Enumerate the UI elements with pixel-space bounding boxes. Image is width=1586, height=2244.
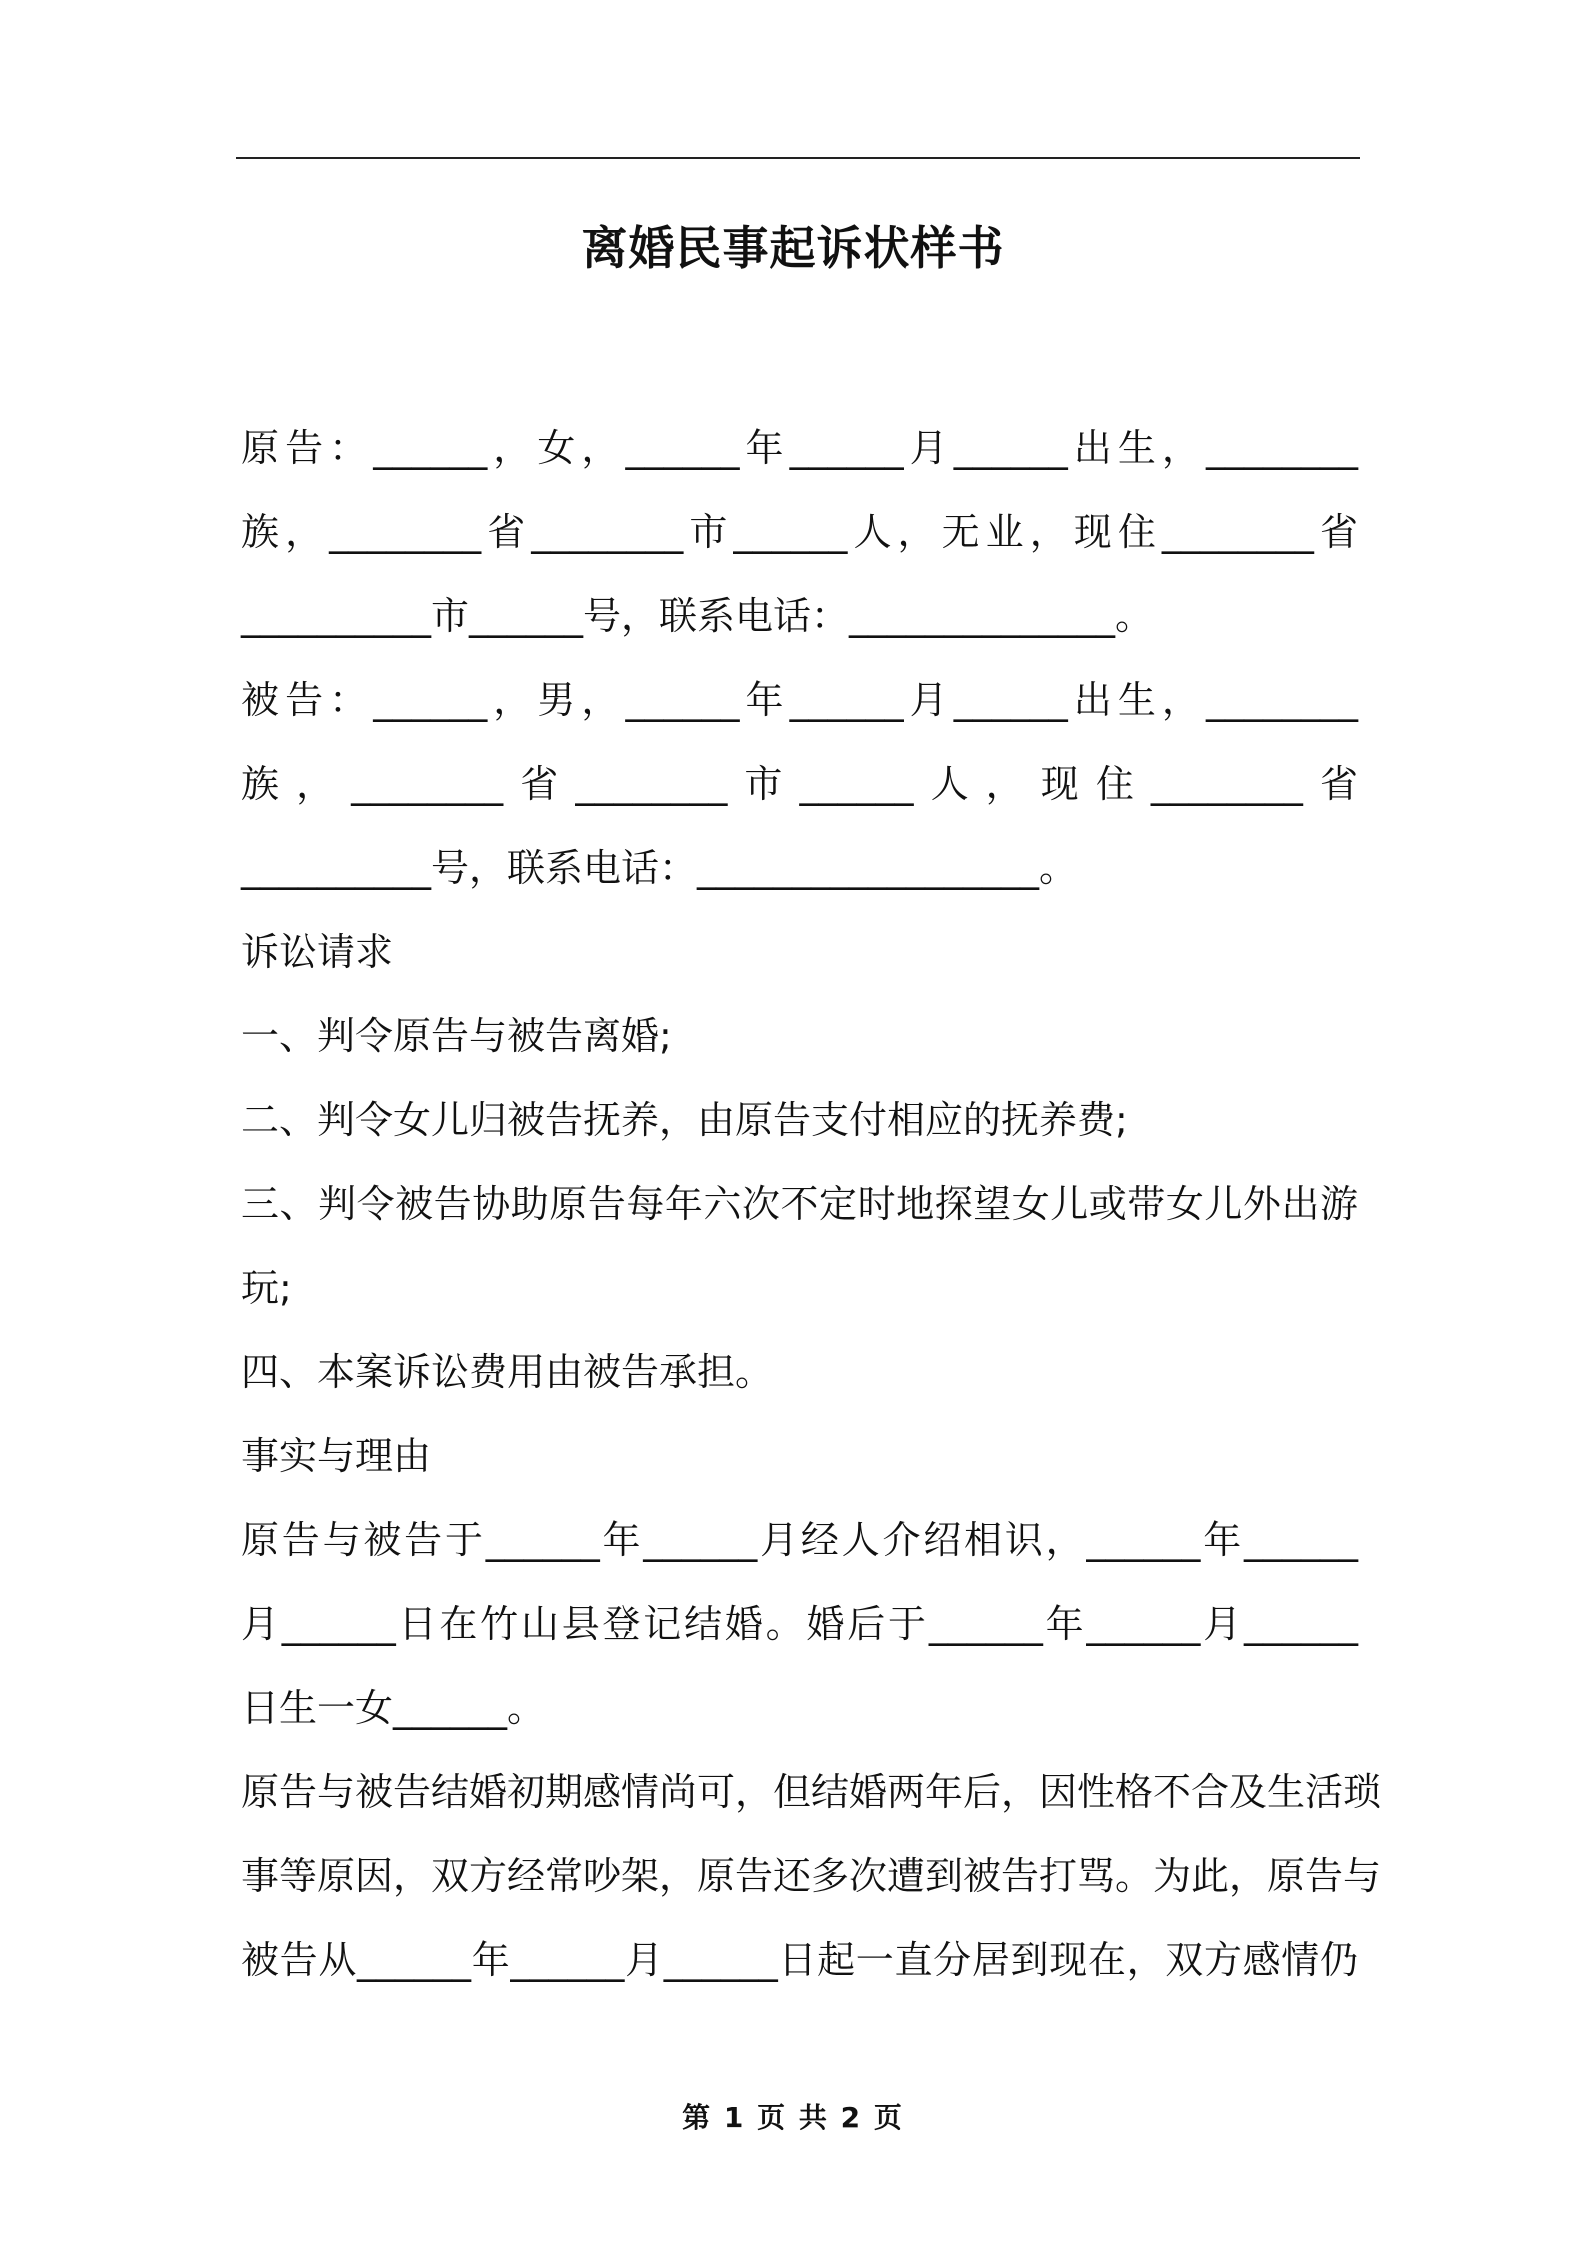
claim-item-3-cont: 玩; <box>241 1266 292 1310</box>
claim-item-2: 二、判令女儿归被告抚养，由原告支付相应的抚养费; <box>241 1098 1128 1142</box>
plaintiff-line-1: 原告：______，女，______年______月______出生，________ <box>241 426 1358 470</box>
header-rule <box>236 157 1360 159</box>
defendant-line-2: 族，________省________市______人，现住________省 <box>241 762 1358 806</box>
section-heading-claims: 诉讼请求 <box>241 930 394 974</box>
section-heading-facts: 事实与理由 <box>241 1434 432 1478</box>
document-body <box>241 406 1382 2002</box>
claim-item-4: 四、本案诉讼费用由被告承担。 <box>241 1350 774 1394</box>
facts-line-2: 月______日在竹山县登记结婚。婚后于______年______月______ <box>241 1602 1358 1646</box>
facts-line-4: 原告与被告结婚初期感情尚可，但结婚两年后，因性格不合及生活琐 <box>241 1770 1382 1814</box>
defendant-line-3: __________号，联系电话：__________________。 <box>241 846 1078 890</box>
facts-line-5: 事等原因，双方经常吵架，原告还多次遭到被告打骂。为此，原告与 <box>241 1854 1382 1898</box>
document-title: 离婚民事起诉状样书 <box>581 221 1005 275</box>
defendant-line-1: 被告：______，男，______年______月______出生，________ <box>241 678 1358 722</box>
page-footer: 第 1 页 共 2 页 <box>682 2101 904 2134</box>
facts-line-1: 原告与被告于______年______月经人介绍相识，______年______ <box>241 1518 1358 1562</box>
plaintiff-line-3: __________市______号，联系电话：______________。 <box>241 594 1154 638</box>
facts-line-6: 被告从______年______月______日起一直分居到现在，双方感情仍 <box>241 1938 1358 1982</box>
facts-line-3: 日生一女______。 <box>241 1686 546 1730</box>
claim-item-3: 三、判令被告协助原告每年六次不定时地探望女儿或带女儿外出游 <box>241 1182 1358 1226</box>
plaintiff-line-2: 族，________省________市______人，无业，现住________省 <box>241 510 1358 554</box>
claim-item-1: 一、判令原告与被告离婚; <box>241 1014 672 1058</box>
